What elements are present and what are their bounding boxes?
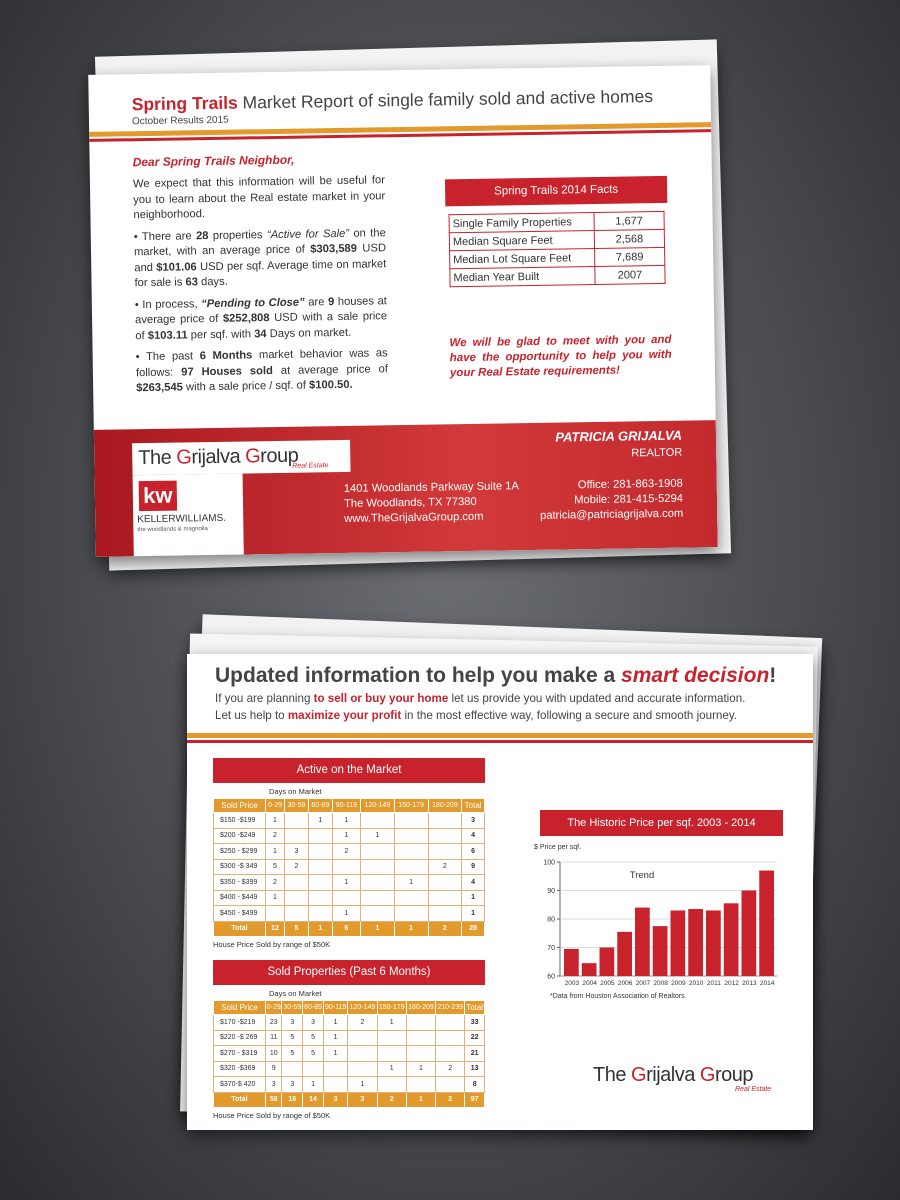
fact-value: 1,677	[594, 211, 664, 230]
table-cell	[360, 859, 394, 875]
total-cell: 5	[284, 921, 308, 937]
total-cell: 56	[266, 1092, 282, 1108]
table-cell	[323, 1077, 347, 1093]
table-cell: 9	[266, 1061, 282, 1077]
headline: Updated information to help you make a smart decision!	[215, 664, 777, 687]
greeting: Dear Spring Trails Neighbor,	[132, 152, 295, 170]
price-range-cell: $320 -$369	[214, 1061, 266, 1077]
price-range-cell: $250 - $299	[214, 844, 266, 860]
row-total-cell: 1	[462, 906, 485, 922]
row-total-cell: 9	[462, 859, 485, 875]
column-header: 0-29	[266, 1001, 282, 1015]
x-tick-label: 2004	[582, 980, 597, 987]
table-cell: 1	[266, 844, 285, 860]
table-cell: 1	[308, 813, 332, 829]
market-data-card	[187, 654, 813, 1130]
x-tick-label: 2009	[671, 980, 686, 987]
office-phone: Office: 281-863-1908	[577, 477, 683, 492]
table-cell: 2	[266, 828, 285, 844]
price-range-cell: $450 - $499	[214, 906, 266, 922]
table-cell: 5	[282, 1030, 303, 1046]
fact-label: Median Square Feet	[449, 230, 594, 250]
chart-title: Trend	[629, 870, 655, 881]
chart-bar	[582, 963, 597, 976]
column-header: 60-89	[303, 1001, 324, 1015]
row-total-cell: 3	[462, 813, 485, 829]
row-total-cell: 4	[462, 828, 485, 844]
row-total-cell: 1	[462, 890, 485, 906]
table-cell	[308, 875, 332, 891]
column-header: 210-239	[436, 1001, 465, 1015]
table-cell: 3	[284, 844, 308, 860]
total-cell: 1	[406, 1092, 435, 1108]
pending-paragraph: • In process, “Pending to Close” are 9 houses at average price of $252,808 USD with a sale price of $103.11 per sqf. with 34 Days on market.	[134, 294, 388, 342]
column-header: Total	[465, 1001, 485, 1015]
fact-value: 2,568	[594, 229, 664, 248]
table-cell	[282, 1061, 303, 1077]
total-cell: 6	[332, 921, 360, 937]
table-cell: 1	[360, 828, 394, 844]
grijalva-logo	[132, 440, 350, 475]
table-cell	[308, 890, 332, 906]
table-cell: 2	[284, 859, 308, 875]
kw-location: the woodlands & magnolia	[137, 526, 208, 534]
logo-wordmark: The Grijalva Group	[138, 444, 299, 470]
table-cell: 1	[266, 813, 285, 829]
table-row	[214, 1046, 485, 1062]
column-header: Sold Price	[214, 799, 266, 813]
table-cell: 2	[428, 859, 462, 875]
table-cell	[436, 1015, 465, 1031]
table-cell: 2	[348, 1015, 377, 1031]
email-link[interactable]: patricia@patriciagrijalva.com	[539, 507, 684, 522]
table-header-row	[214, 799, 485, 813]
table-cell	[394, 828, 428, 844]
table-cell	[406, 1046, 435, 1062]
table-cell	[360, 844, 394, 860]
table-cell	[284, 875, 308, 891]
y-tick-label: 70	[547, 945, 555, 952]
active-table-title: Active on the Market	[213, 758, 485, 783]
table-cell: 3	[266, 1077, 282, 1093]
report-title: Spring Trails Market Report of single family sold and active homes	[131, 86, 654, 115]
row-total-cell: 4	[462, 875, 485, 891]
x-tick-label: 2007	[635, 980, 651, 987]
table-cell	[428, 890, 462, 906]
table-cell	[406, 1015, 435, 1031]
x-tick-label: 2013	[742, 980, 757, 987]
table-cell	[428, 875, 462, 891]
total-cell: 2	[436, 1092, 465, 1108]
column-header: 0-29	[266, 799, 285, 813]
address-line: The Woodlands, TX 77380	[343, 495, 477, 510]
report-subtitle: October Results 2015	[131, 114, 229, 128]
table-row	[214, 1015, 485, 1031]
market-report-card	[88, 65, 717, 557]
table-cell	[394, 813, 428, 829]
chart-bar	[759, 871, 774, 976]
table-cell	[436, 1030, 465, 1046]
table-cell	[377, 1030, 406, 1046]
table-note: House Price Sold by range of $50K	[213, 1111, 331, 1120]
table-cell: 1	[348, 1077, 377, 1093]
table-cell	[394, 890, 428, 906]
column-header: 150-179	[377, 1001, 406, 1015]
table-row	[214, 844, 485, 860]
price-range-cell: $350 - $399	[214, 875, 266, 891]
facts-box	[445, 176, 669, 287]
row-total-cell: 13	[465, 1061, 485, 1077]
six-month-paragraph: • The past 6 Months market behavior was as follows: 97 Houses sold at average price of $263,545 with a sale price / sqf. of $100.50.	[135, 347, 388, 395]
column-header: 120-149	[348, 1001, 377, 1015]
column-header: 90-119	[332, 799, 360, 813]
subheadline-line: If you are planning to sell or buy your home let us provide you with updated and accurate information.	[215, 692, 746, 705]
table-cell	[308, 906, 332, 922]
table-cell	[360, 906, 394, 922]
table-total-row	[214, 921, 485, 937]
row-total-cell: 22	[465, 1030, 485, 1046]
table-cell: 1	[332, 813, 360, 829]
table-row	[214, 859, 485, 875]
table-cell: 1	[332, 875, 360, 891]
total-cell: 1	[308, 921, 332, 937]
table-cell: 2	[332, 844, 360, 860]
agent-role: REALTOR	[631, 446, 683, 460]
days-on-market-label: Days on Market	[269, 787, 322, 796]
table-row	[214, 1077, 485, 1093]
price-range-cell: $300 -$ 349	[214, 859, 266, 875]
table-cell	[428, 844, 462, 860]
table-note: House Price Sold by range of $50K	[213, 940, 331, 949]
x-tick-label: 2003	[564, 980, 580, 987]
total-cell: Total	[214, 921, 266, 937]
chart-bar	[724, 903, 739, 976]
table-cell	[428, 813, 462, 829]
total-cell: 2	[428, 921, 462, 937]
x-tick-label: 2005	[600, 980, 615, 987]
fact-value: 7,689	[595, 247, 665, 266]
y-tick-label: 90	[547, 888, 555, 895]
table-cell: 2	[266, 875, 285, 891]
table-cell	[377, 1046, 406, 1062]
active-paragraph: • There are 28 properties “Active for Sale” on the market, with an average price of $303,589 USD and $101.06 USD per sqf. Average time on market for sale is 63 days.	[133, 226, 387, 290]
table-cell: 1	[394, 875, 428, 891]
column-header: 180-209	[428, 799, 462, 813]
footer-band	[94, 420, 718, 557]
table-row	[214, 828, 485, 844]
price-range-cell: $220 -$ 269	[214, 1030, 266, 1046]
price-history-chart	[532, 840, 792, 1000]
kw-brand-name: KELLERWILLIAMS.	[137, 512, 227, 526]
column-header: Sold Price	[214, 1001, 266, 1015]
total-cell: 97	[465, 1092, 485, 1108]
table-cell	[377, 1077, 406, 1093]
total-cell: 1	[360, 921, 394, 937]
table-row	[214, 813, 485, 829]
table-cell	[360, 875, 394, 891]
table-header-row	[214, 1001, 485, 1015]
table-cell: 3	[303, 1015, 324, 1031]
sold-table-title: Sold Properties (Past 6 Months)	[213, 960, 485, 985]
table-cell	[308, 844, 332, 860]
keller-williams-logo	[133, 474, 244, 557]
chart-bar	[688, 909, 703, 976]
table-cell	[360, 813, 394, 829]
table-cell	[266, 906, 285, 922]
chart-bar	[706, 910, 721, 976]
facts-title: Spring Trails 2014 Facts	[445, 176, 667, 206]
mobile-phone: Mobile: 281-415-5294	[574, 492, 684, 507]
y-axis-label: $ Price per sqf.	[534, 844, 582, 851]
total-cell: 28	[462, 921, 485, 937]
price-range-cell: $150 -$199	[214, 813, 266, 829]
contact-info	[539, 477, 683, 524]
table-cell	[394, 859, 428, 875]
table-cell	[394, 844, 428, 860]
active-market-block	[213, 758, 485, 949]
table-cell	[360, 890, 394, 906]
chart-bar	[564, 949, 579, 976]
table-cell	[428, 906, 462, 922]
table-total-row	[214, 1092, 485, 1108]
table-row	[214, 1061, 485, 1077]
table-cell: 1	[323, 1030, 347, 1046]
table-cell	[284, 890, 308, 906]
y-tick-label: 60	[547, 973, 555, 981]
website-link[interactable]: www.TheGrijalvaGroup.com	[344, 510, 484, 525]
total-cell: 16	[282, 1092, 303, 1108]
table-cell: 1	[323, 1046, 347, 1062]
agent-name: PATRICIA GRIJALVA	[555, 427, 683, 445]
table-cell: 1	[377, 1061, 406, 1077]
x-tick-label: 2008	[653, 980, 668, 987]
column-header: 60-89	[308, 799, 332, 813]
y-tick-label: 100	[543, 859, 555, 867]
table-cell: 1	[377, 1015, 406, 1031]
total-cell: 14	[303, 1092, 324, 1108]
history-chart-title: The Historic Price per sqf. 2003 - 2014	[540, 810, 783, 836]
table-cell: 10	[266, 1046, 282, 1062]
grijalva-logo: The Grijalva Group	[593, 1064, 753, 1086]
column-header: 180-209	[406, 1001, 435, 1015]
table-cell	[394, 906, 428, 922]
price-range-cell: $200 -$249	[214, 828, 266, 844]
x-tick-label: 2014	[759, 980, 775, 987]
table-cell	[406, 1077, 435, 1093]
report-body	[133, 173, 389, 402]
divider-orange	[187, 733, 813, 738]
table-cell: 23	[266, 1015, 282, 1031]
table-cell	[436, 1077, 465, 1093]
column-header: Total	[462, 799, 485, 813]
table-cell	[406, 1030, 435, 1046]
chart-bar	[671, 910, 686, 976]
chart-bar	[653, 926, 668, 976]
x-tick-label: 2012	[724, 980, 739, 987]
days-on-market-label: Days on Market	[269, 989, 322, 998]
table-cell: 3	[282, 1015, 303, 1031]
chart-source-note: *Data from Houston Association of Realtors	[550, 993, 685, 1000]
divider-red	[187, 740, 813, 743]
column-header: 150-179	[394, 799, 428, 813]
row-total-cell: 6	[462, 844, 485, 860]
table-cell	[284, 828, 308, 844]
table-cell	[428, 828, 462, 844]
table-cell	[308, 859, 332, 875]
total-cell: 1	[394, 921, 428, 937]
column-header: 30-59	[284, 799, 308, 813]
total-cell: 3	[348, 1092, 377, 1108]
row-total-cell: 21	[465, 1046, 485, 1062]
total-cell: 12	[266, 921, 285, 937]
chart-bar	[617, 932, 632, 976]
table-row	[214, 875, 485, 891]
x-tick-label: 2011	[706, 980, 721, 987]
table-cell	[284, 813, 308, 829]
fact-value: 2007	[595, 265, 665, 284]
table-cell: 11	[266, 1030, 282, 1046]
sold-properties-block	[213, 960, 485, 1120]
agent-block	[555, 428, 682, 461]
x-tick-label: 2006	[617, 980, 633, 987]
chart-bar	[742, 891, 757, 977]
table-cell: 2	[436, 1061, 465, 1077]
table-cell	[308, 828, 332, 844]
promo-text: We will be glad to meet with you and have the opportunity to help you with your Real Estate requirements!	[449, 333, 672, 380]
table-cell	[348, 1061, 377, 1077]
column-header: 30-59	[282, 1001, 303, 1015]
table-cell: 1	[303, 1077, 324, 1093]
table-row	[214, 1030, 485, 1046]
table-cell: 5	[282, 1046, 303, 1062]
column-header: 120-149	[360, 799, 394, 813]
table-cell: 5	[266, 859, 285, 875]
row-total-cell: 33	[465, 1015, 485, 1031]
x-tick-label: 2010	[688, 980, 704, 987]
table-cell: 1	[332, 828, 360, 844]
kw-logo-icon: kw	[139, 481, 177, 512]
chart-bar	[635, 908, 650, 976]
y-tick-label: 80	[547, 916, 555, 924]
subheadline-line: Let us help to maximize your profit in the most effective way, following a secure and smooth journey.	[215, 709, 737, 722]
table-row	[450, 265, 665, 286]
total-cell: Total	[214, 1092, 266, 1108]
table-cell	[303, 1061, 324, 1077]
table-row	[214, 890, 485, 906]
table-cell	[348, 1030, 377, 1046]
fact-label: Median Lot Square Feet	[450, 248, 595, 268]
price-range-cell: $270 - $319	[214, 1046, 266, 1062]
price-range-cell: $370-$ 420	[214, 1077, 266, 1093]
table-cell: 5	[303, 1030, 324, 1046]
table-cell: 1	[406, 1061, 435, 1077]
column-header: 90-119	[323, 1001, 347, 1015]
address-line: 1401 Woodlands Parkway Suite 1A	[343, 480, 520, 495]
table-cell	[348, 1046, 377, 1062]
row-total-cell: 8	[465, 1077, 485, 1093]
table-cell: 1	[323, 1015, 347, 1031]
table-cell	[284, 906, 308, 922]
subheadline	[215, 690, 745, 724]
price-range-cell: $170 -$219	[214, 1015, 266, 1031]
logo-tagline: Real Estate	[292, 462, 329, 470]
intro-paragraph: We expect that this information will be useful for you to learn about the Real estate market in your neighborhood.	[132, 174, 386, 222]
facts-table	[448, 211, 665, 287]
table-cell	[323, 1061, 347, 1077]
table-cell: 1	[266, 890, 285, 906]
logo-tagline: Real Estate	[735, 1086, 772, 1093]
sold-properties-table	[213, 1000, 485, 1108]
fact-label: Median Year Built	[450, 266, 595, 286]
office-address	[344, 479, 520, 527]
table-cell	[332, 890, 360, 906]
table-cell	[332, 859, 360, 875]
fact-label: Single Family Properties	[449, 212, 594, 232]
active-market-table	[213, 798, 485, 937]
table-cell: 3	[282, 1077, 303, 1093]
table-cell	[436, 1046, 465, 1062]
total-cell: 3	[323, 1092, 347, 1108]
price-range-cell: $400 - $449	[214, 890, 266, 906]
table-row	[214, 906, 485, 922]
total-cell: 2	[377, 1092, 406, 1108]
table-cell: 5	[303, 1046, 324, 1062]
chart-bar	[600, 948, 615, 977]
table-cell: 1	[332, 906, 360, 922]
